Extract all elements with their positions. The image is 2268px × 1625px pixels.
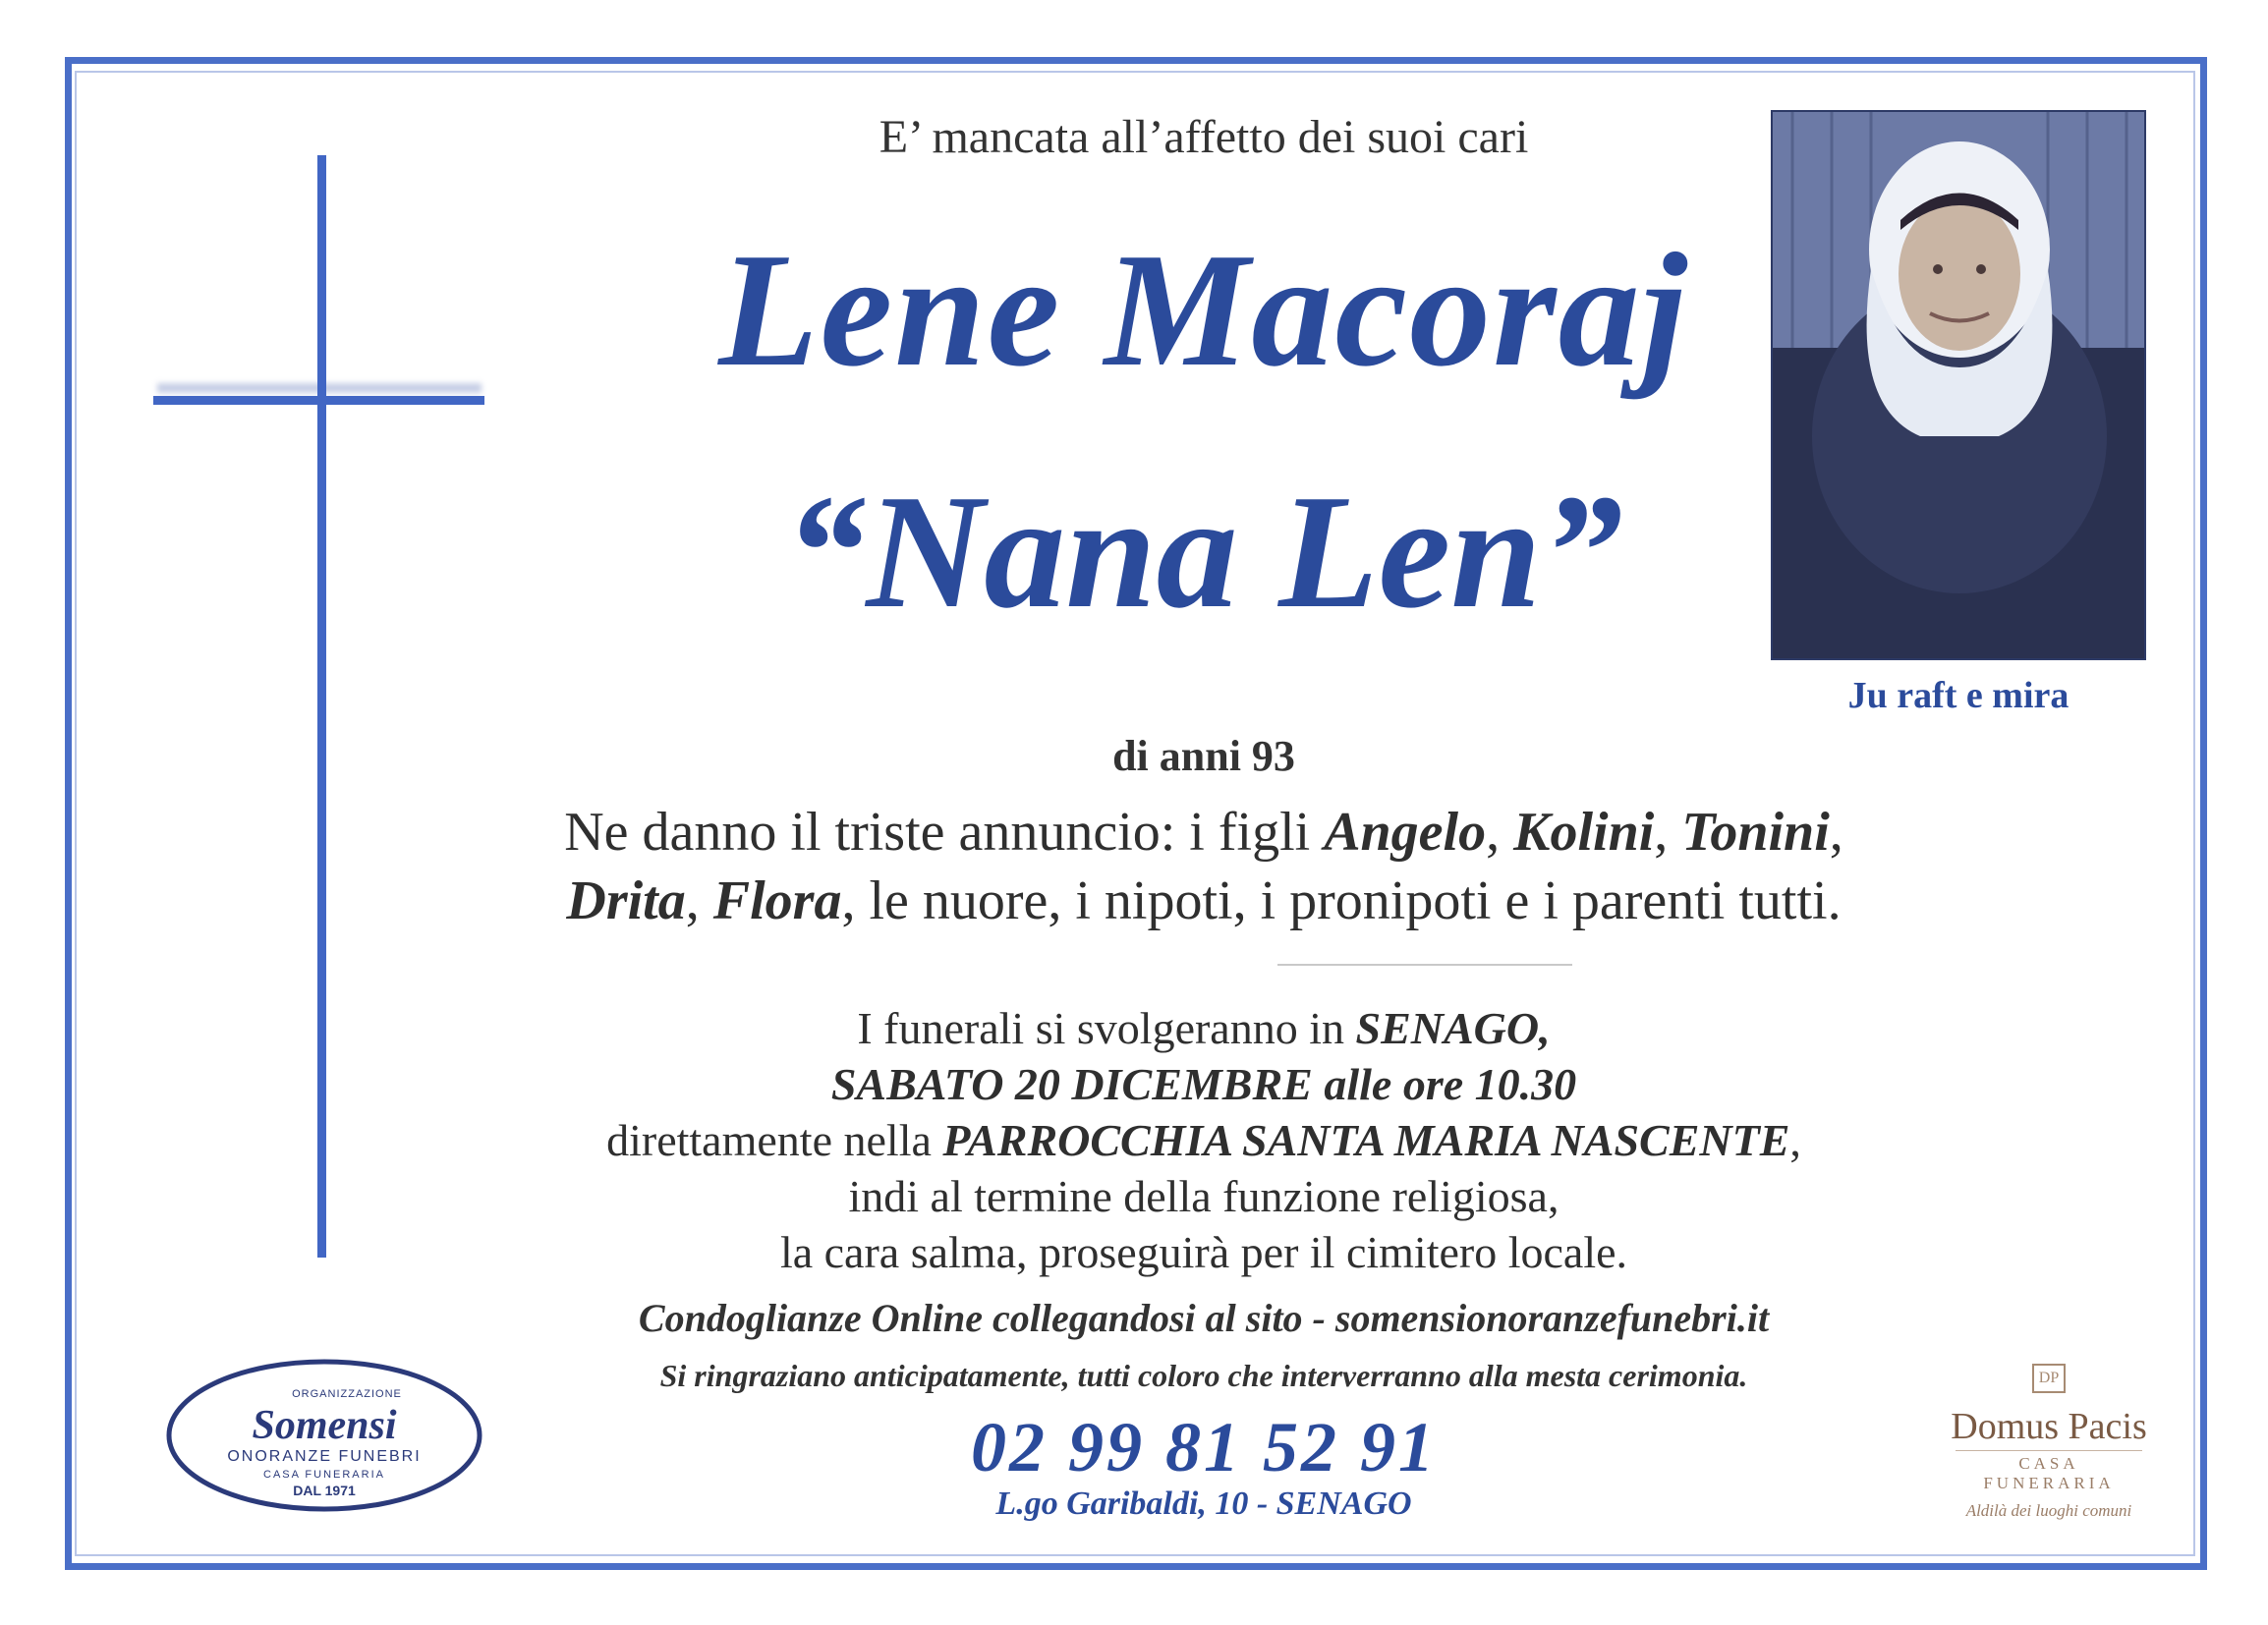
intro-text: E’ mancata all’affetto dei suoi cari — [879, 111, 1529, 163]
funeral-line5: la cara salma, proseguirà per il cimitero locale. — [779, 1227, 1628, 1277]
funeral-town: SENAGO, — [1355, 1003, 1551, 1053]
somensi-line1: ONORANZE FUNEBRI — [227, 1448, 422, 1465]
funeral-place: PARROCCHIA SANTA MARIA NASCENTE — [942, 1115, 1790, 1165]
portrait-illustration — [1773, 112, 2146, 660]
somensi-since: DAL 1971 — [293, 1483, 356, 1498]
somensi-line2: CASA FUNERARIA — [263, 1469, 385, 1481]
somensi-brand-text: Somensi — [252, 1403, 397, 1448]
portrait-photo — [1771, 110, 2146, 660]
announce-tail: , le nuore, i nipoti, i pronipoti e i parenti tutti. — [841, 870, 1842, 931]
address-text: L.go Garibaldi, 10 - SENAGO — [995, 1485, 1412, 1522]
funeral-date: SABATO 20 DICEMBRE alle ore 10.30 — [830, 1059, 1577, 1109]
cross-horizontal-bar — [153, 396, 484, 405]
funeral-details: I funerali si svolgeranno in SENAGO, SABATO 20 DICEMBRE alle ore 10.30 direttamente nella PARROCCHIA SANTA MARIA NASCENTE, indi al termine della funzione religiosa, la cara salma, proseguirà per il cimitero locale. — [606, 1003, 1801, 1277]
condolences-text: Condoglianze Online collegandosi al sito - somensionoranzefunebri.it — [638, 1296, 1770, 1340]
child-name: Tonini — [1681, 802, 1830, 863]
deceased-nickname: “Nana Len” — [784, 461, 1623, 642]
child-name: Angelo — [1324, 802, 1487, 863]
divider — [1277, 964, 1572, 966]
age-text: di anni 93 — [1112, 732, 1295, 780]
thanks-text: Si ringraziano anticipatamente, tutti coloro che interverranno alla mesta cerimonia. — [659, 1358, 1748, 1393]
domus-name: Domus Pacis — [1951, 1406, 2147, 1447]
domus-tagline: Aldilà dei luoghi comuni — [1965, 1501, 2132, 1520]
domus-pacis-logo — [1926, 1364, 2172, 1519]
phone-number: 02 99 81 52 91 — [971, 1408, 1437, 1486]
domus-subtitle: CASA FUNERARIA — [1956, 1450, 2142, 1493]
announcement: Ne danno il triste annuncio: i figli Angelo, Kolini, Tonini, Drita, Flora, le nuore, i nipoti, i pronipoti e i parenti tutti. — [564, 802, 1843, 931]
child-name: Flora — [712, 870, 842, 931]
somensi-org-text: ORGANIZZAZIONE — [292, 1388, 402, 1400]
somensi-logo — [165, 1358, 484, 1513]
child-name: Drita — [566, 870, 686, 931]
funeral-place-lead: direttamente nella — [606, 1115, 943, 1165]
deceased-name: Lene Macoraj — [718, 219, 1689, 400]
funeral-line4: indi al termine della funzione religiosa, — [848, 1171, 1559, 1221]
dp-badge: DP — [2032, 1364, 2066, 1393]
funeral-lead: I funerali si svolgeranno in — [857, 1003, 1356, 1053]
cross-vertical-bar — [317, 155, 326, 1258]
announce-lead: Ne danno il triste annuncio: i figli — [564, 802, 1325, 863]
photo-caption: Ju raft e mira — [1847, 675, 2070, 716]
child-name: Kolini — [1513, 802, 1655, 863]
